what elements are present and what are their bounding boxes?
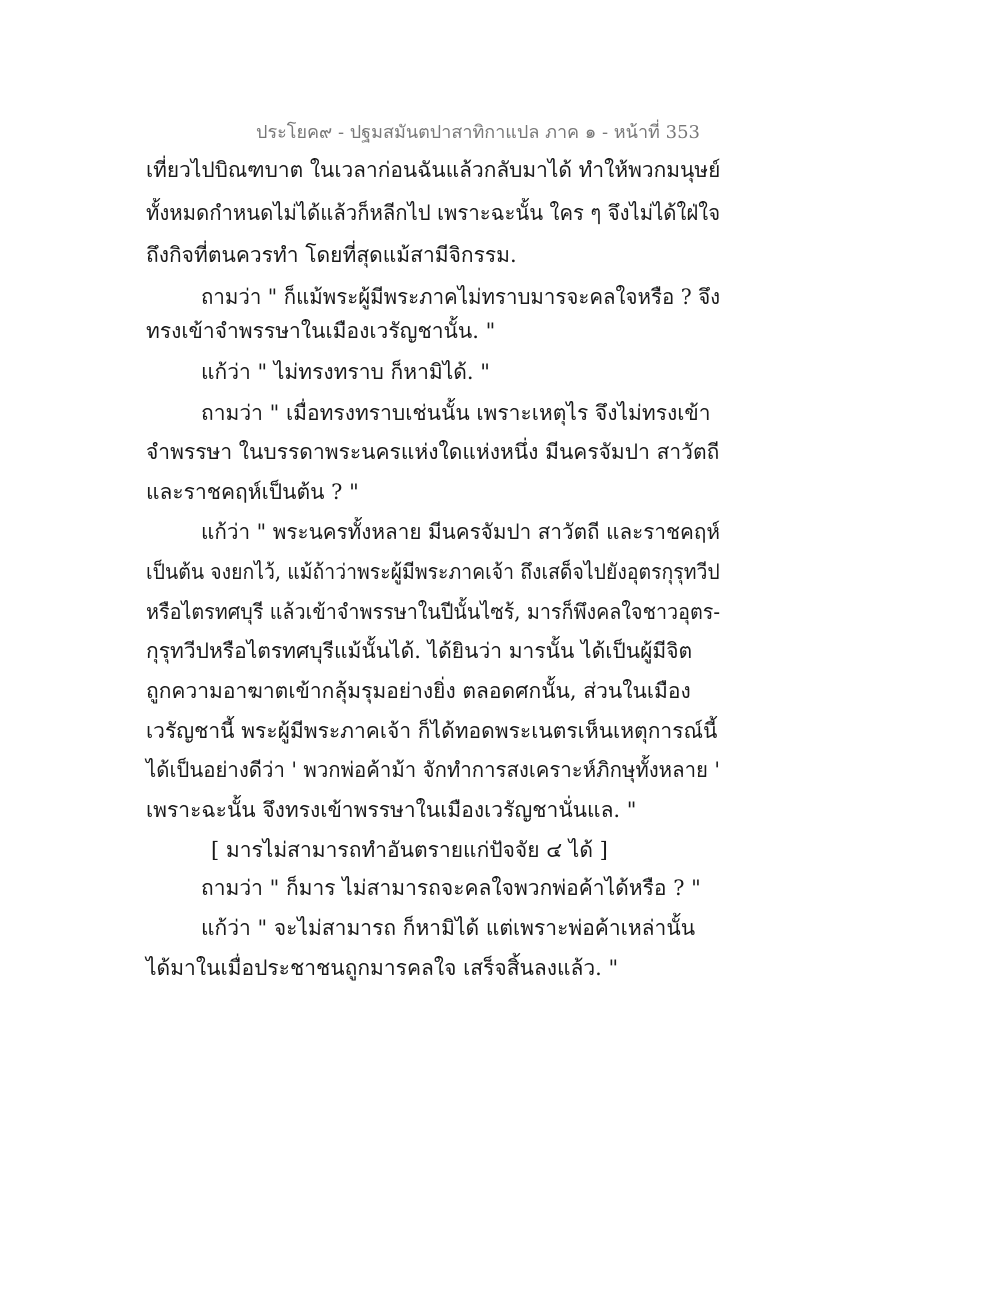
section-heading: [ มารไม่สามารถทำอันตรายแก่ปัจจัย ๔ ได้ ] xyxy=(211,838,608,862)
text-line: ถามว่า " ก็มาร ไม่สามารถจะคลใจพวกพ่อค้าได้หรือ ? " xyxy=(201,876,701,900)
text-line: เพราะฉะนั้น จึงทรงเข้าพรรษาในเมืองเวรัญชานั่นแล. " xyxy=(146,798,637,822)
text-line: เที่ยวไปบิณฑบาต ในเวลาก่อนฉันแล้วกลับมาได้ ทำให้พวกมนุษย์ xyxy=(146,158,721,182)
text-line: หรือไตรทศบุรี แล้วเข้าจำพรรษาในปีนั้นไซร้, มารก็พึงคลใจชาวอุตร- xyxy=(146,600,721,624)
text-line: แก้ว่า " พระนครทั้งหลาย มีนครจัมปา สาวัตถี และราชคฤห์ xyxy=(201,520,721,544)
text-line: ถูกความอาฆาตเข้ากลุ้มรุมอย่างยิ่ง ตลอดศกนั้น, ส่วนในเมือง xyxy=(146,679,691,703)
text-line: จำพรรษา ในบรรดาพระนครแห่งใดแห่งหนึ่ง มีนครจัมปา สาวัตถี xyxy=(146,440,720,464)
text-line: เป็นต้น จงยกไว้, แม้ถ้าว่าพระผู้มีพระภาคเจ้า ถึงเสด็จไปยังอุตรกุรุทวีป xyxy=(146,560,720,584)
text-line: ได้เป็นอย่างดีว่า ' พวกพ่อค้าม้า จักทำการสงเคราะห์ภิกษุทั้งหลาย ' xyxy=(146,758,721,782)
text-line: แก้ว่า " ไม่ทรงทราบ ก็หามิได้. " xyxy=(201,360,490,384)
running-header: ประโยค๙ - ปฐมสมันตปาสาทิกาแปล ภาค ๑ - หน้าที่ 353 xyxy=(256,122,700,143)
text-line: ถึงกิจที่ตนควรทำ โดยที่สุดแม้สามีจิกรรม. xyxy=(146,243,517,267)
text-line: ถามว่า " เมื่อทรงทราบเช่นนั้น เพราะเหตุไร จึงไม่ทรงเข้า xyxy=(201,401,711,425)
text-line: ถามว่า " ก็แม้พระผู้มีพระภาคไม่ทราบมารจะคลใจหรือ ? จึง xyxy=(201,285,721,309)
text-line: ทรงเข้าจำพรรษาในเมืองเวรัญชานั้น. " xyxy=(146,319,496,343)
text-line: ทั้งหมดกำหนดไม่ได้แล้วก็หลีกไป เพราะฉะนั้น ใคร ๆ จึงไม่ได้ใฝ่ใจ xyxy=(146,201,721,225)
text-line: กุรุทวีปหรือไตรทศบุรีแม้นั้นได้. ได้ยินว่า มารนั้น ได้เป็นผู้มีจิต xyxy=(146,639,693,663)
text-line: เวรัญชานี้ พระผู้มีพระภาคเจ้า ก็ได้ทอดพระเนตรเห็นเหตุการณ์นี้ xyxy=(146,719,718,743)
text-line: และราชคฤห์เป็นต้น ? " xyxy=(146,480,359,504)
text-line: ได้มาในเมื่อประชาชนถูกมารคลใจ เสร็จสิ้นลงแล้ว. " xyxy=(146,956,619,980)
text-line: แก้ว่า " จะไม่สามารถ ก็หามิได้ แต่เพราะพ่อค้าเหล่านั้น xyxy=(201,916,696,940)
